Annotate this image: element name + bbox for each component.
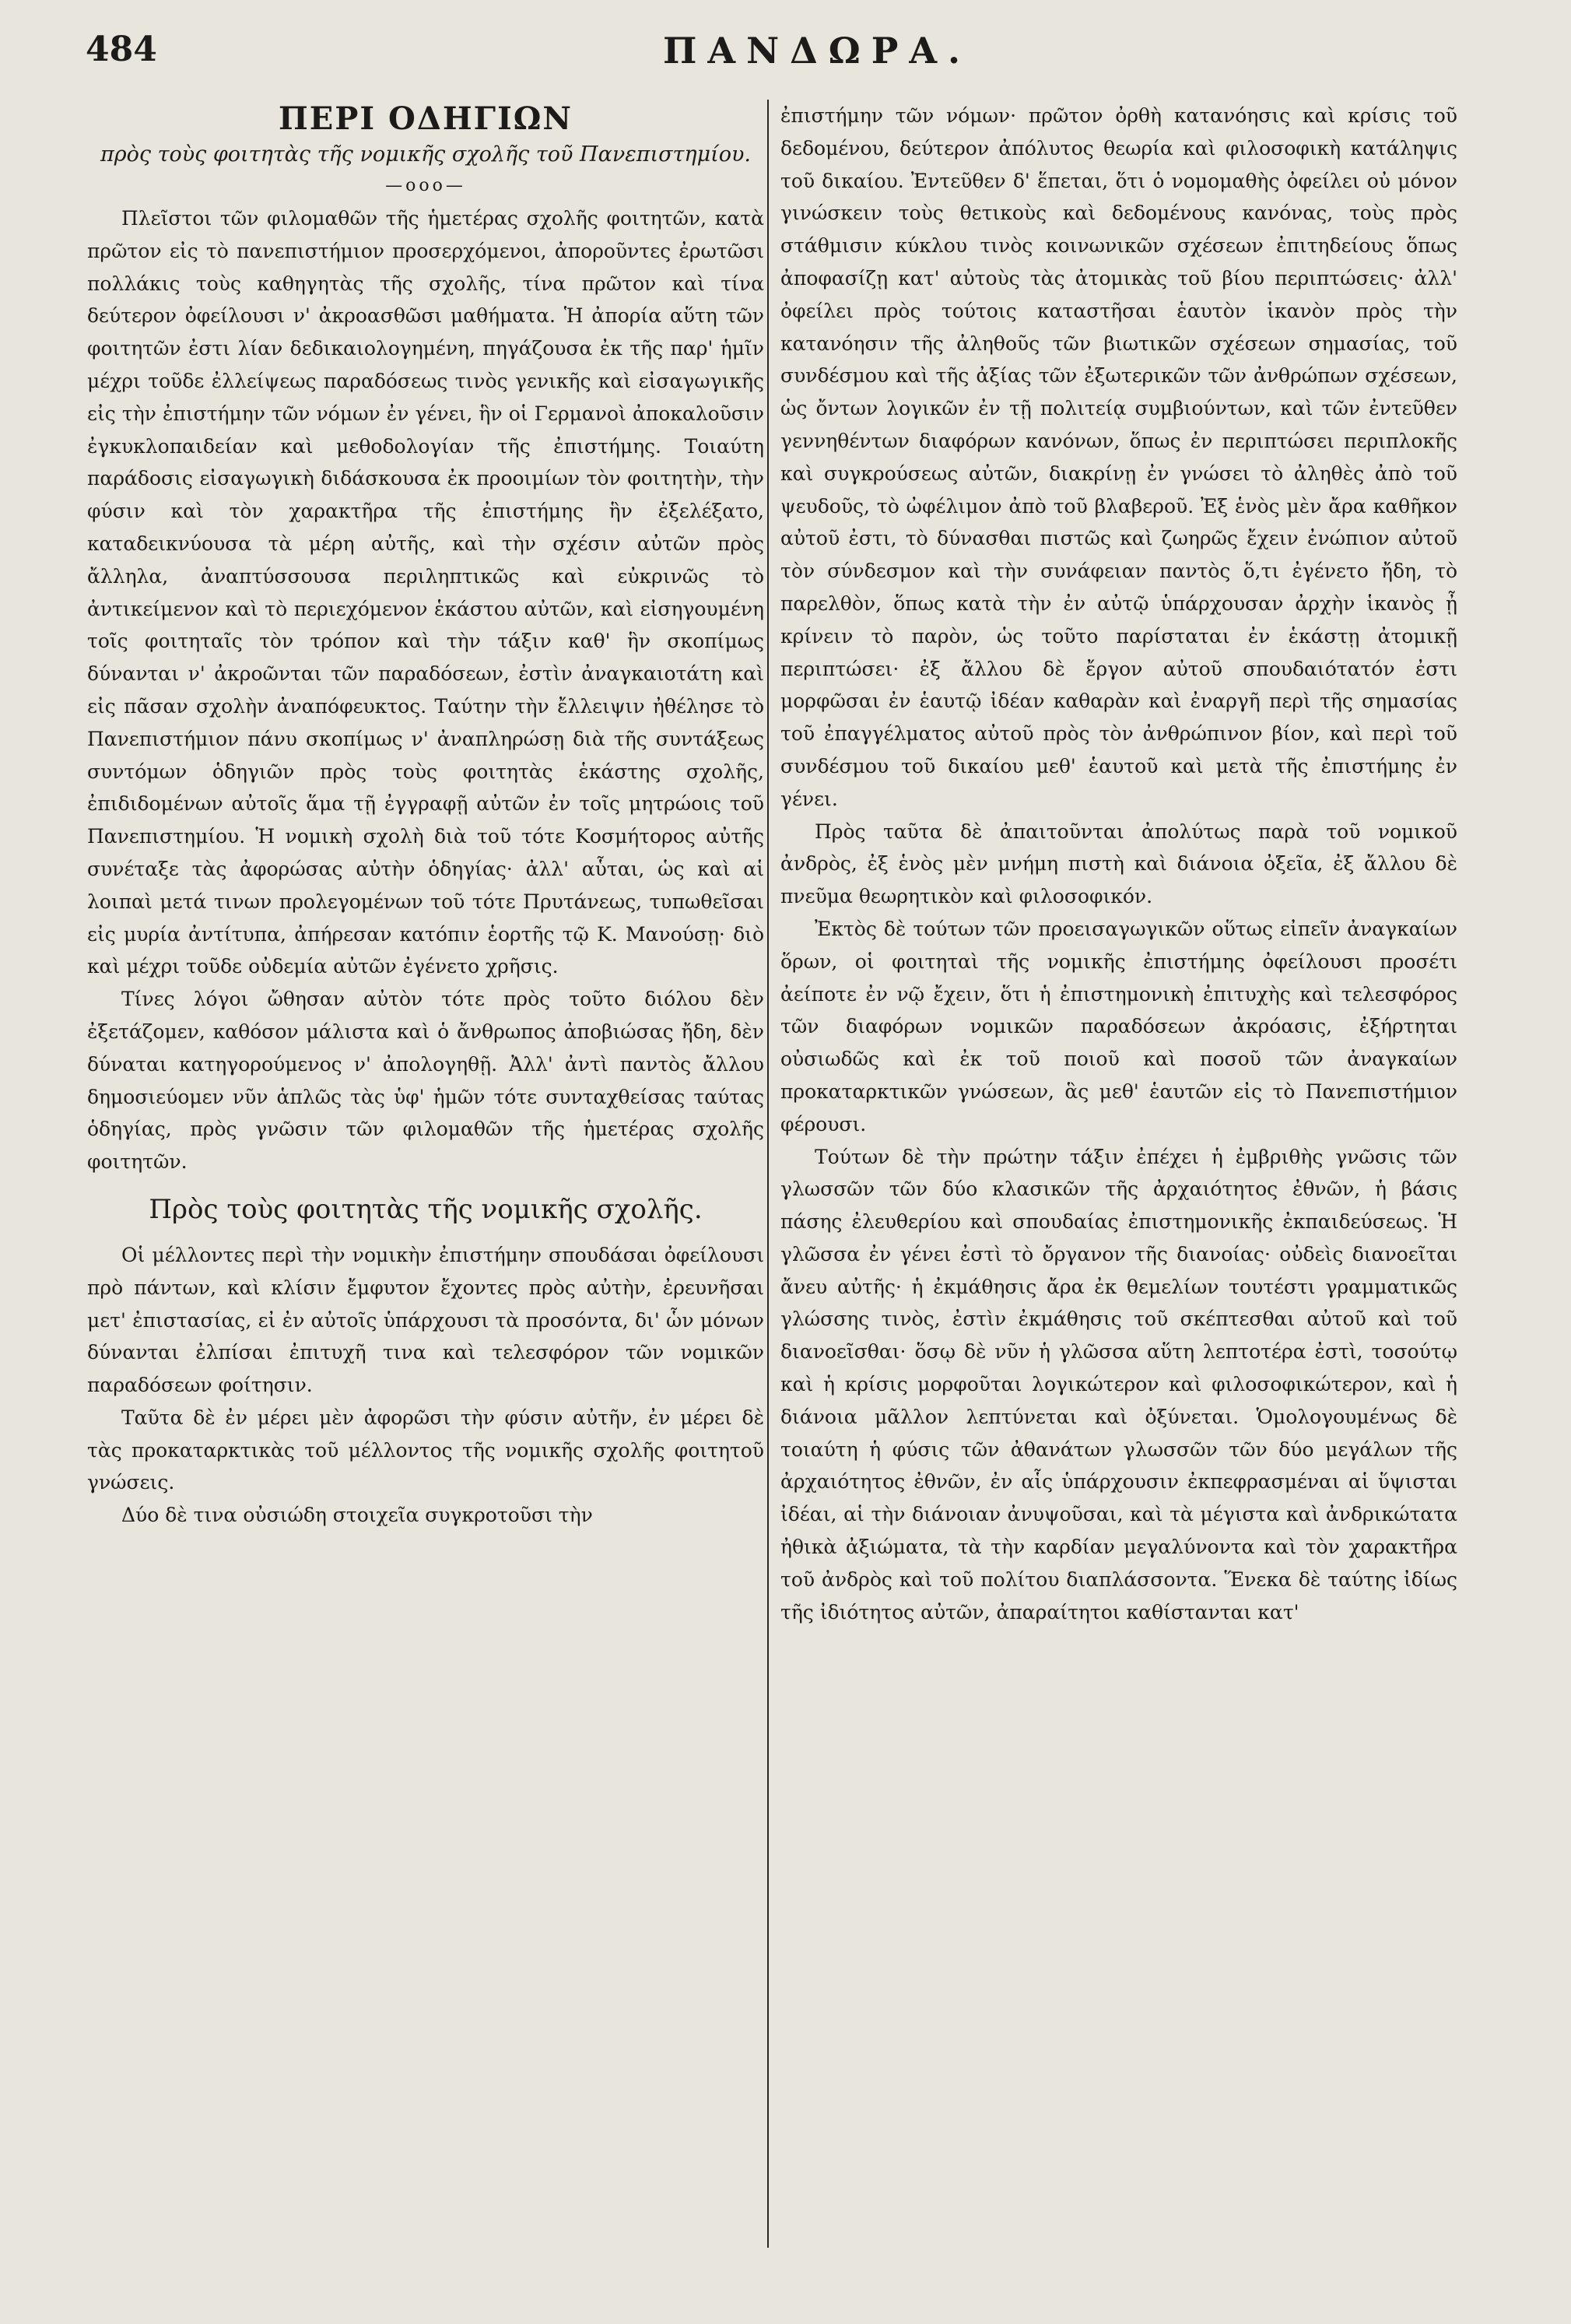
right-paragraph-2: Πρὸς ταῦτα δὲ ἀπαιτοῦνται ἀπολύτως παρὰ τοῦ νομικοῦ ἀνδρὸς, ἐξ ἑνὸς μὲν μνήμη πιστὴ καὶ διάνοια ὀξεῖα, ἐξ ἄλλου δὲ πνεῦμα θεωρητικὸν καὶ φιλοσοφικόν. [780,820,1457,908]
ornament-divider: —οοο— [385,176,466,195]
section-paragraph-2: Ταῦτα δὲ ἐν μέρει μὲν ἀφορῶσι τὴν φύσιν αὐτῆν, ἐν μέρει δὲ τὰς προκαταρκτικὰς τοῦ μέλλοντος τῆς νομικῆς σχολῆς φοιτητοῦ γνώσεις. [87,1406,764,1494]
running-title: ΠΑΝΔΩΡΑ. [662,30,972,72]
article-subtitle: πρὸς τοὺς φοιτητὰς τῆς νομικῆς σχολῆς τοῦ Πανεπιστημίου. [100,142,751,167]
section-heading: Πρὸς τοὺς φοιτητὰς τῆς νομικῆς σχολῆς. [149,1193,703,1225]
right-paragraph-3: Ἐκτὸς δὲ τούτων τῶν προεισαγωγικῶν οὕτως εἰπεῖν ἀναγκαίων ὅρων, οἱ φοιτηταὶ τῆς νομικῆς ἐπιστήμης ὀφείλουσι προσέτι ἀείποτε ἐν νῷ ἔχειν, ὅτι ἡ ἐπιστημονικὴ ἐπιτυχὴς καὶ τελεσφόρος τῶν διαφόρων νομικῶν παραδόσεων ἀκρόασις, ἐξήρτηται οὐσιωδῶς καὶ ἐκ τοῦ ποιοῦ καὶ ποσοῦ τῶν ἀναγκαίων προκαταρκτικῶν γνώσεων, ἃς μεθ' ἑαυτῶν εἰς τὸ Πανεπιστήμιον φέρουσι. [780,917,1457,1136]
intro-paragraph-2: Τίνες λόγοι ὤθησαν αὐτὸν τότε πρὸς τοῦτο διόλου δὲν ἐξετάζομεν, καθόσον μάλιστα καὶ ὁ ἄνθρωπος ἀποβιώσας ἤδη, δὲν δύναται κατηγορούμενος ν' ἀπολογηθῇ. Ἀλλ' ἀντὶ παντὸς ἄλλου δημοσιεύομεν νῦν ἁπλῶς τὰς ὑφ' ἡμῶν τότε συνταχθείσας ταύτας ὁδηγίας, πρὸς γνῶσιν τῶν φιλομαθῶν τῆς ἡμετέρας σχολῆς φοιτητῶν. [87,988,764,1174]
section-paragraph-3: Δύο δὲ τινα οὐσιώδη στοιχεῖα συγκροτοῦσι τὴν [121,1504,593,1527]
left-column [87,100,764,1532]
article-title: ΠΕΡΙ ΟΔΗΓΙΩΝ [279,100,573,137]
intro-paragraph-1: Πλεῖστοι τῶν φιλομαθῶν τῆς ἡμετέρας σχολῆς φοιτητῶν, κατὰ πρῶτον εἰς τὸ πανεπιστήμιον προσερχόμενοι, ἀποροῦντες ἐρωτῶσι πολλάκις τοὺς καθηγητὰς τῆς σχολῆς, τίνα πρῶτον καὶ τίνα δεύτερον ὀφείλουσι ν' ἀκροασθῶσι μαθήματα. Ἡ ἀπορία αὕτη τῶν φοιτητῶν ἐστι λίαν δεδικαιολογημένη, πηγάζουσα ἐκ τῆς παρ' ἡμῖν μέχρι τοῦδε ἐλλείψεως παραδόσεως τινὸς γενικῆς καὶ εἰσαγωγικῆς εἰς τὴν ἐπιστήμην τῶν νόμων ἐν γένει, ἣν οἱ Γερμανοὶ ἀποκαλοῦσιν ἐγκυκλοπαιδείαν καὶ μεθοδολογίαν τῆς ἐπιστήμης. Τοιαύτη παράδοσις εἰσαγωγικὴ διδάσκουσα ἐκ προοιμίων τὸν φοιτητὴν, τὴν φύσιν καὶ τὸν χαρακτῆρα τῆς ἐπιστήμης ἣν ἐξελέξατο, καταδεικνύουσα τὰ μέρη αὐτῆς, καὶ τὴν σχέσιν αὐτῶν πρὸς ἄλληλα, ἀναπτύσσουσα περιληπτικῶς καὶ εὐκρινῶς τὸ ἀντικείμενον καὶ τὸ περιεχόμενον ἑκάστου αὐτῶν, καὶ εἰσηγουμένη τοῖς φοιτηταῖς τὸν τρόπον καὶ τὴν τάξιν καθ' ἣν σκοπίμως δύνανται ν' ἀκροῶνται τῶν παραδόσεων, ἐστὶν ἀναγκαιοτάτη καὶ εἰς πᾶσαν σχολὴν ἀναπόφευκτος. Ταύτην τὴν ἔλλειψιν ἠθέλησε τὸ Πανεπιστήμιον πάνυ σκοπίμως ν' ἀναπληρώσῃ διὰ τῆς συντάξεως συντόμων ὁδηγιῶν πρὸς τοὺς φοιτητὰς ἑκάστης σχολῆς, ἐπιδιδομένων αὐτοῖς ἅμα τῇ ἐγγραφῇ αὐτῶν ἐν τοῖς μητρώοις τοῦ Πανεπιστημίου. Ἡ νομικὴ σχολὴ διὰ τοῦ τότε Κοσμήτορος αὐτῆς συνέταξε τὰς ἀφορώσας αὐτὴν ὁδηγίας· ἀλλ' αὗται, ὡς καὶ αἱ λοιπαὶ μετά τινων προλεγομένων τοῦ τότε Πρυτάνεως, τυπωθεῖσαι εἰς μυρία ἀντίτυπα, ἀπήρεσαν κατόπιν ἑορτῆς τῷ Κ. Μανούσῃ· διὸ καὶ μέχρι τοῦδε οὐδεμία αὐτῶν ἐγένετο χρῆσις. [87,207,764,978]
page-number: 484 [86,30,157,69]
right-column [780,100,1457,1628]
column-rule [767,100,769,2248]
right-paragraph-1: ἐπιστήμην τῶν νόμων· πρῶτον ὀρθὴ κατανόησις καὶ κρίσις τοῦ δεδομένου, δεύτερον ἀπόλυτος θεωρία καὶ φιλοσοφικὴ κατάληψις τοῦ δικαίου. Ἐντεῦθεν δ' ἕπεται, ὅτι ὁ νομομαθὴς ὀφείλει οὐ μόνον γινώσκειν τοὺς θετικοὺς καὶ δεδομένους κανόνας, τοὺς πρὸς στάθμισιν κύκλου τινὸς κοινωνικῶν σχέσεων ἐπιτηδείους ὅπως ἀποφασίζῃ κατ' αὐτοὺς τὰς ἀτομικὰς τοῦ βίου περιπτώσεις· ἀλλ' ὀφείλει πρὸς τούτοις καταστῆσαι ἑαυτὸν ἱκανὸν πρὸς τὴν κατανόησιν τῆς ἀληθοῦς τῶν βιωτικῶν σχέσεων σημασίας, τοῦ συνδέσμου καὶ τῆς ἀξίας τῶν ἐξωτερικῶν τῶν ἀνθρώπων σχέσεων, ὡς ὄντων λογικῶν ἐν τῇ πολιτείᾳ συμβιούντων, καὶ τῶν ἐντεῦθεν γεννηθέντων διαφόρων κανόνων, ὅπως ἐν περιπτώσει περιπλοκῆς καὶ συγκρούσεως αὐτῶν, διακρίνῃ ἐν γνώσει τὸ ἀληθὲς ἀπὸ τοῦ ψευδοῦς, τὸ ὠφέλιμον ἀπὸ τοῦ βλαβεροῦ. Ἐξ ἑνὸς μὲν ἄρα καθῆκον αὐτοῦ ἐστι, τὸ δύνασθαι πιστῶς καὶ ζωηρῶς ἔχειν ἐνώπιον αὐτοῦ τὸν σύνδεσμον καὶ τὴν συνάφειαν παντὸς ὅ,τι ἐγένετο ἤδη, τὸ παρελθὸν, ὅπως κατὰ τὴν ἐν αὐτῷ ὑπάρχουσαν ἀρχὴν ἱκανὸς ᾖ κρίνειν τὸ παρὸν, ὡς τοῦτο παρίσταται ἐν ἑκάστῃ ἀτομικῇ περιπτώσει· ἐξ ἄλλου δὲ ἔργον αὐτοῦ σπουδαιότατόν ἐστι μορφῶσαι ἐν ἑαυτῷ ἰδέαν καθαρὰν καὶ ἐναργῆ περὶ τῆς σημασίας τοῦ ἐπαγγέλματος αὐτοῦ πρὸς τὸν ἀνθρώπινον βίον, καὶ περὶ τοῦ συνδέσμου τοῦ δικαίου μεθ' ἑαυτοῦ καὶ μετὰ τῆς ἐπιστήμης ἐν γένει. [780,104,1457,810]
section-paragraph-1: Οἱ μέλλοντες περὶ τὴν νομικὴν ἐπιστήμην σπουδάσαι ὀφείλουσι πρὸ πάντων, καὶ κλίσιν ἔμφυτον ἔχοντες πρὸς αὐτὴν, ἐρευνῆσαι μετ' ἐπιστασίας, εἰ ἐν αὐτοῖς ὑπάρχουσι τὰ προσόντα, δι' ὧν μόνων δύνανται ἐλπίσαι ἐπιτυχῆ τινα καὶ τελεσφόρον τῶν νομικῶν παραδόσεων φοίτησιν. [87,1243,764,1397]
right-paragraph-4: Τούτων δὲ τὴν πρώτην τάξιν ἐπέχει ἡ ἐμβριθὴς γνῶσις τῶν γλωσσῶν τῶν δύο κλασικῶν τῆς ἀρχαιότητος ἐθνῶν, ἡ βάσις πάσης ἐλευθερίου καὶ σπουδαίας ἐπιστημονικῆς ἐκπαιδεύσεως. Ἡ γλῶσσα ἐν γένει ἐστὶ τὸ ὄργανον τῆς διανοίας· οὐδεὶς διανοεῖται ἄνευ αὐτῆς· ἡ ἐκμάθησις ἄρα ἐκ θεμελίων τουτέστι γραμματικῶς γλώσσης τινὸς, ἐστὶν ἐκμάθησις τοῦ σκέπτεσθαι αὐτοῦ καὶ τοῦ διανοεῖσθαι· ὅσῳ δὲ νῦν ἡ γλῶσσα αὕτη λεπτοτέρα ἐστὶ, τοσούτῳ καὶ ἡ κρίσις μορφοῦται λογικώτερον καὶ φιλοσοφικώτερον, καὶ ἡ διάνοια μᾶλλον λεπτύνεται καὶ ὀξύνεται. Ὁμολογουμένως δὲ τοιαύτη ἡ φύσις τῶν ἀθανάτων γλωσσῶν τῶν δύο μεγάλων τῆς ἀρχαιότητος ἐθνῶν, ἐν αἷς ὑπάρχουσιν ἐκπεφρασμέναι αἱ ὕψισται ἰδέαι, αἱ τὴν διάνοιαν ἀνυψοῦσαι, καὶ τὰ μέγιστα καὶ ἀνδρικώτατα ἠθικὰ ἀξιώματα, τὰ τὴν καρδίαν μεγαλύνοντα καὶ τὸν χαρακτῆρα τοῦ ἀνδρὸς καὶ τοῦ πολίτου διαπλάσσοντα. Ἕνεκα δὲ ταύτης ἰδίως τῆς ἰδιότητος αὐτῶν, ἀπαραίτητοι καθίστανται κατ' [780,1145,1457,1624]
